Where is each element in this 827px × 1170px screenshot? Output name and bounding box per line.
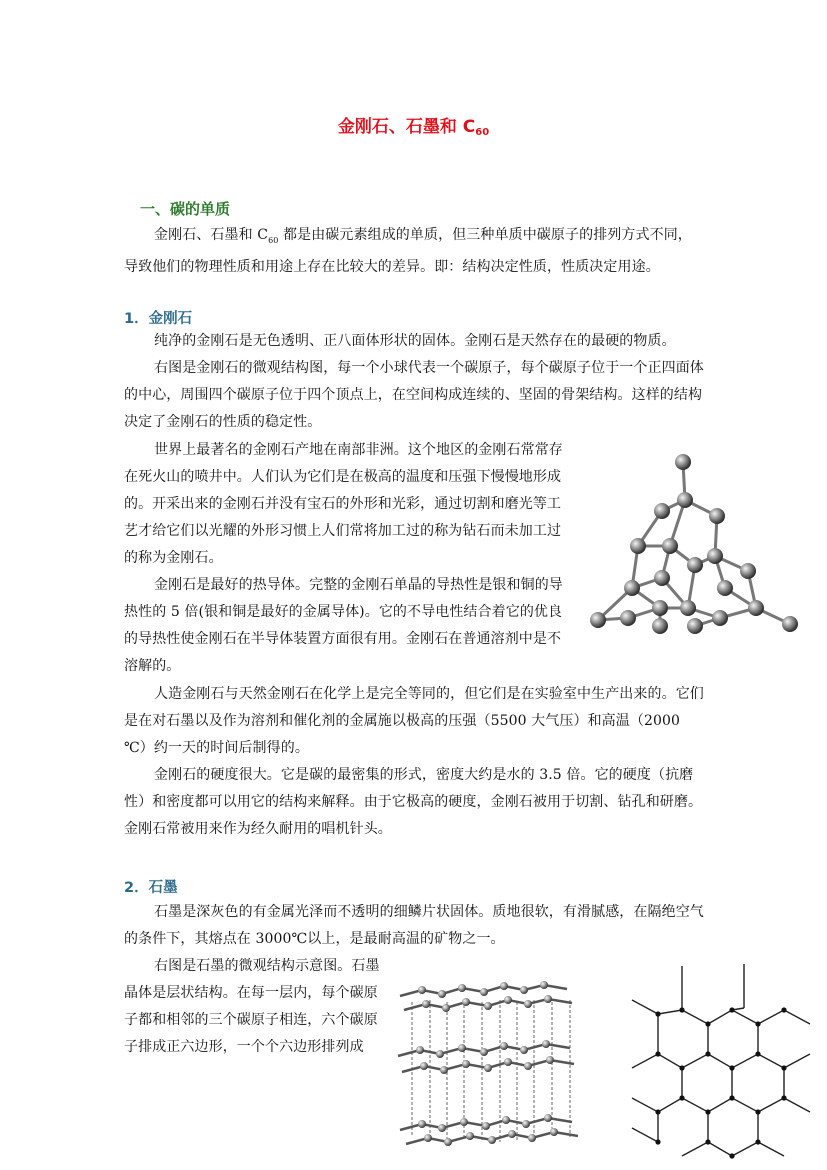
graphite-layered-structure-figure: [392, 972, 584, 1162]
graphite-heading: 2．石墨: [124, 880, 178, 896]
graphite-paragraph-1: 石墨是深灰色的有金属光泽而不透明的细鳞片状固体。质地很软，有滑腻感，在隔绝空气的条件下，其熔点在 3000℃以上，是最耐高温的矿物之一。: [124, 904, 704, 947]
diamond-paragraph-4: 金刚石是最好的热导体。完整的金刚石单晶的导热性是银和铜的导热性的 5 倍(银和铜是最好的金属导体)。它的不导电性结合着它的优良的导热性使金刚石在半导体装置方面很有用。金刚石在普通溶剂中是不溶解的。: [124, 577, 563, 674]
diamond-paragraph-1: 纯净的金刚石是无色透明、正八面体形状的固体。金刚石是天然存在的最硬的物质。: [154, 333, 676, 349]
diamond-heading: 1．金刚石: [124, 311, 193, 327]
intro-paragraph: 金刚石、石墨和 $C_{60}$ 都是由碳元素组成的单质，但三种单质中碳原子的排列方式不同，导致他们的物理性质和用途上存在比较大的差异。即：结构决定性质，性质决定用途。: [124, 227, 692, 275]
diamond-paragraph-6: 金刚石的硬度很大。它是碳的最密集的形式，密度大约是水的 3.5 倍。它的硬度（抗磨性）和密度都可以用它的结构来解释。由于它极高的硬度，金刚石被用于切割、钻孔和研磨。金刚石常被用来作为经久耐用的唱机针头。: [124, 767, 703, 837]
diamond-paragraph-3: 世界上最著名的金刚石产地在南部非洲。这个地区的金刚石常常存在死火山的喷井中。人们认为它们是在极高的温度和压强下慢慢地形成的。开采出来的金刚石并没有宝石的外形和光彩，通过切割和磨光等工艺才给它们以光耀的外形习惯上人们常将加工过的称为钻石而未加工过的称为金刚石。: [124, 442, 563, 566]
section-heading-carbon-elements: 一、碳的单质: [140, 200, 231, 218]
page-title: 金刚石、石墨和 $C_{60}$: [337, 117, 490, 138]
graphite-hexagon-layer-figure: [622, 958, 817, 1165]
diamond-paragraph-2: 右图是金刚石的微观结构图，每一个小球代表一个碳原子，每个碳原子位于一个正四面体的中心，周围四个碳原子位于四个顶点上，在空间构成连续的、坚固的骨架结构。这样的结构决定了金刚石的性质的稳定性。: [124, 360, 704, 430]
diamond-paragraph-5: 人造金刚石与天然金刚石在化学上是完全等同的，但它们是在实验室中生产出来的。它们是在对石墨以及作为溶剂和催化剂的金属施以极高的压强（5500 大气压）和高温（2000 ℃）约一天的时间后制得的。: [124, 686, 704, 756]
graphite-paragraph-2: 右图是石墨的微观结构示意图。石墨晶体是层状结构。在每一层内，每个碳原子都和相邻的三个碳原子相连，六个碳原子排成正六边形，一个个六边形排列成: [124, 958, 380, 1055]
diamond-structure-figure: [580, 448, 805, 638]
